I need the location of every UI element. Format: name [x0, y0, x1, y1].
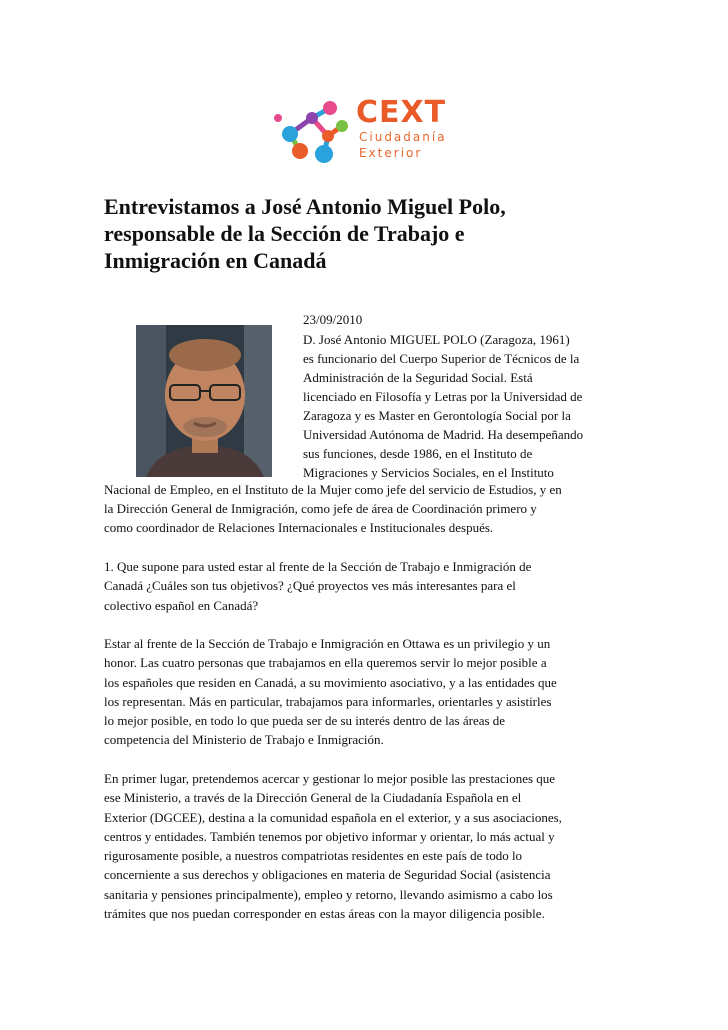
answer-line: En primer lugar, pretendemos acercar y gestionar lo mejor posible las prestaciones que — [104, 771, 556, 786]
answer-paragraph-2 — [104, 769, 634, 923]
answer-line: Exterior (DGCEE), destina a la comunidad española en el exterior, y a sus asociaciones, — [104, 809, 562, 825]
question-line: Canadá ¿Cuáles son tus objetivos? ¿Qué proyectos ves más interesantes para el — [104, 578, 516, 594]
intro-line: como coordinador de Relaciones Internacionales e Institucionales después. — [104, 520, 494, 535]
intro-continued-text — [104, 480, 634, 537]
logo-title: CEXT — [356, 95, 447, 130]
answer-line: rigurosamente posible, a nuestros compatriotas residentes en este país de todo lo — [104, 848, 523, 864]
answer-paragraph-1 — [104, 634, 634, 750]
logo-subtitle-2: Exterior — [359, 146, 423, 160]
title-line: Inmigración en Canadá — [104, 248, 327, 273]
answer-line: competencia del Ministerio de Trabajo e Inmigración. — [104, 732, 384, 748]
question-line: colectivo español en Canadá? — [104, 597, 259, 613]
intro-line: sus funciones, desde 1986, en el Instituto de — [303, 446, 533, 461]
answer-line: concerniente a sus derechos y obligaciones en materia de Seguridad Social (asistencia — [104, 867, 551, 883]
answer-line: los españoles que residen en Canadá, a su movimiento asociativo, y a las entidades que — [104, 674, 557, 690]
article-date: 23/09/2010 — [303, 312, 363, 327]
answer-line: lo mejor posible, en todo lo que pueda ser de su interés dentro de las áreas de — [104, 713, 506, 729]
portrait-photo — [136, 325, 272, 477]
question-line: 1. Que supone para usted estar al frente de la Sección de Trabajo e Inmigración de — [104, 559, 532, 574]
answer-line: los representan. Más en particular, trabajamos para informarles, orientarles y asistirles — [104, 693, 552, 709]
answer-line: Estar al frente de la Sección de Trabajo e Inmigración en Ottawa es un privilegio y un — [104, 636, 551, 651]
intro-line: es funcionario del Cuerpo Superior de Técnicos de la — [303, 351, 580, 366]
intro-line: licenciado en Filosofía y Letras por la Universidad de — [303, 389, 583, 404]
logo-subtitle-1: Ciudadanía — [359, 130, 447, 144]
intro-line: Universidad Autónoma de Madrid. Ha desempeñando — [303, 427, 584, 442]
intro-line: Zaragoza y es Master en Gerontología Social por la — [303, 408, 571, 423]
answer-line: ese Ministerio, a través de la Dirección General de la Ciudadanía Española en el — [104, 790, 522, 806]
intro-side-text — [303, 330, 633, 482]
intro-line: Administración de la Seguridad Social. Está — [303, 370, 533, 385]
intro-line: la Dirección General de Inmigración, como jefe de área de Coordinación primero y — [104, 501, 537, 516]
intro-line: Nacional de Empleo, en el Instituto de la Mujer como jefe del servicio de Estudios, y en — [104, 482, 562, 497]
title-line: responsable de la Sección de Trabajo e — [104, 221, 465, 246]
logo-text — [356, 95, 447, 160]
intro-line: Migraciones y Servicios Sociales, en el Instituto — [303, 465, 554, 480]
intro-line: D. José Antonio MIGUEL POLO (Zaragoza, 1961) — [303, 332, 570, 347]
article-title — [104, 193, 624, 274]
portrait-image — [136, 325, 272, 477]
answer-line: trámites que nos puedan corresponder en estas áreas con la mayor diligencia posible. — [104, 906, 545, 922]
answer-line: sanitaria y pensiones principalmente), empleo y retorno, llevando asimismo a cabo los — [104, 886, 553, 902]
answer-line: honor. Las cuatro personas que trabajamos en ella queremos servir lo mejor posible a — [104, 655, 547, 671]
network-molecule-icon — [270, 96, 360, 166]
question-1 — [104, 557, 634, 615]
title-line: Entrevistamos a José Antonio Miguel Polo, — [104, 194, 506, 219]
answer-line: centros y entidades. También tenemos por objetivo informar y orientar, lo más actual y — [104, 828, 555, 844]
